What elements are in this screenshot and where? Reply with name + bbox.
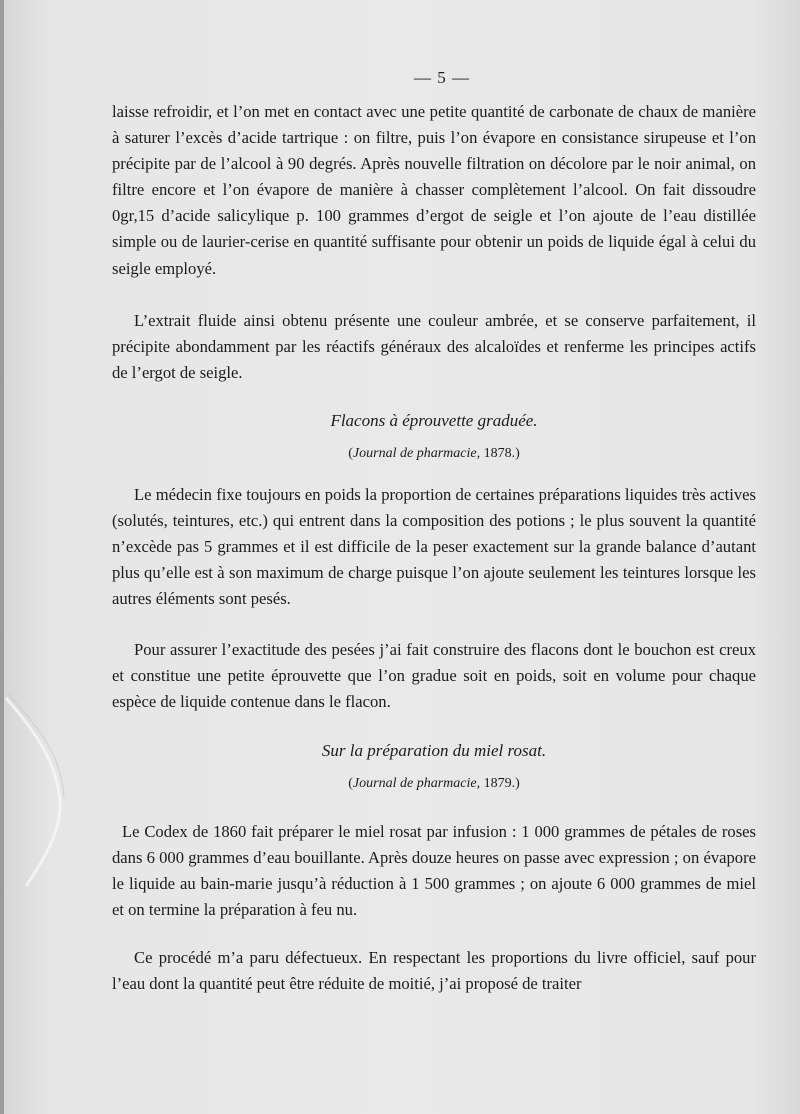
paragraph-pesees: Pour assurer l’exactitude des pesées j’ai fait construire des flacons dont le bouchon est creux et constitue une petite éprouvette que l’on gradue soit en poids, soit en volume pour chaque espèce de liquide contenue dans le flacon. — [112, 640, 756, 712]
source-year: 1879. — [483, 776, 516, 791]
paragraph-ergot-extract: laisse refroidir, et l’on met en contact avec une petite quantité de carbonate de chaux de manière à saturer l’excès d’acide tartrique : on filtre, puis l’on évapore en consistance sirupeuse et l’on précipite par de l’alcool à 90 degrés. Après nouvelle filtration on décolore par le noir animal, on filtre encore et l’on évapore de manière à chasser complètement l’alcool. On fait dissoudre 0gr,15 d’acide salicylique p. 100 grammes d’ergot de seigle et l’on ajoute de l’eau distillée simple ou de laurier-cerise en quantité suffisante pour obtenir un poids de liquide égal à celui du seigle employé. — [112, 102, 756, 278]
section-source-flacons: (Journal de pharmacie, 1878.) — [348, 446, 520, 461]
section-source-miel-rosat: (Journal de pharmacie, 1879.) — [348, 776, 520, 791]
section-heading-miel-rosat: Sur la préparation du miel rosat. — [321, 741, 547, 760]
source-journal: Journal de pharmacie, — [352, 776, 481, 791]
source-journal: Journal de pharmacie, — [352, 446, 481, 461]
page-number: — 5 — — [414, 68, 470, 87]
paragraph-medecin: Le médecin fixe toujours en poids la proportion de certaines préparations liquides très actives (solutés, teintures, etc.) qui entrent dans la composition des potions ; le plus souvent la quantité n’excède pas 5 grammes et il est difficile de la peser exactement sur la grande balance d’autant plus qu’elle est à son maximum de charge puisque l’on ajoute seulement les teintures lorsque les autres éléments sont pesés. — [112, 485, 756, 609]
paragraph-codex: Le Codex de 1860 fait préparer le miel rosat par infusion : 1 000 grammes de pétales de roses dans 6 000 grammes d’eau bouillante. Après douze heures on passe avec expression ; on évapore le liquide au bain-marie jusqu’à réduction à 1 500 grammes ; on ajoute 6 000 grammes de miel et on termine la préparation à feu nu. — [112, 822, 756, 920]
scanned-page — [4, 0, 800, 1114]
paragraph-procede: Ce procédé m’a paru défectueux. En respectant les proportions du livre officiel, sauf pour l’eau dont la quantité peut être réduite de moitié, j’ai proposé de traiter — [112, 948, 756, 994]
stray-hair-mark — [4, 690, 74, 890]
paragraph-fluid-extract: L’extrait fluide ainsi obtenu présente une couleur ambrée, et se conserve parfaitement, il précipite abondamment par les réactifs généraux des alcaloïdes et renferme les principes actifs de l’ergot de seigle. — [112, 311, 756, 383]
section-heading-flacons: Flacons à éprouvette graduée. — [330, 411, 538, 430]
source-year: 1878. — [483, 446, 516, 461]
